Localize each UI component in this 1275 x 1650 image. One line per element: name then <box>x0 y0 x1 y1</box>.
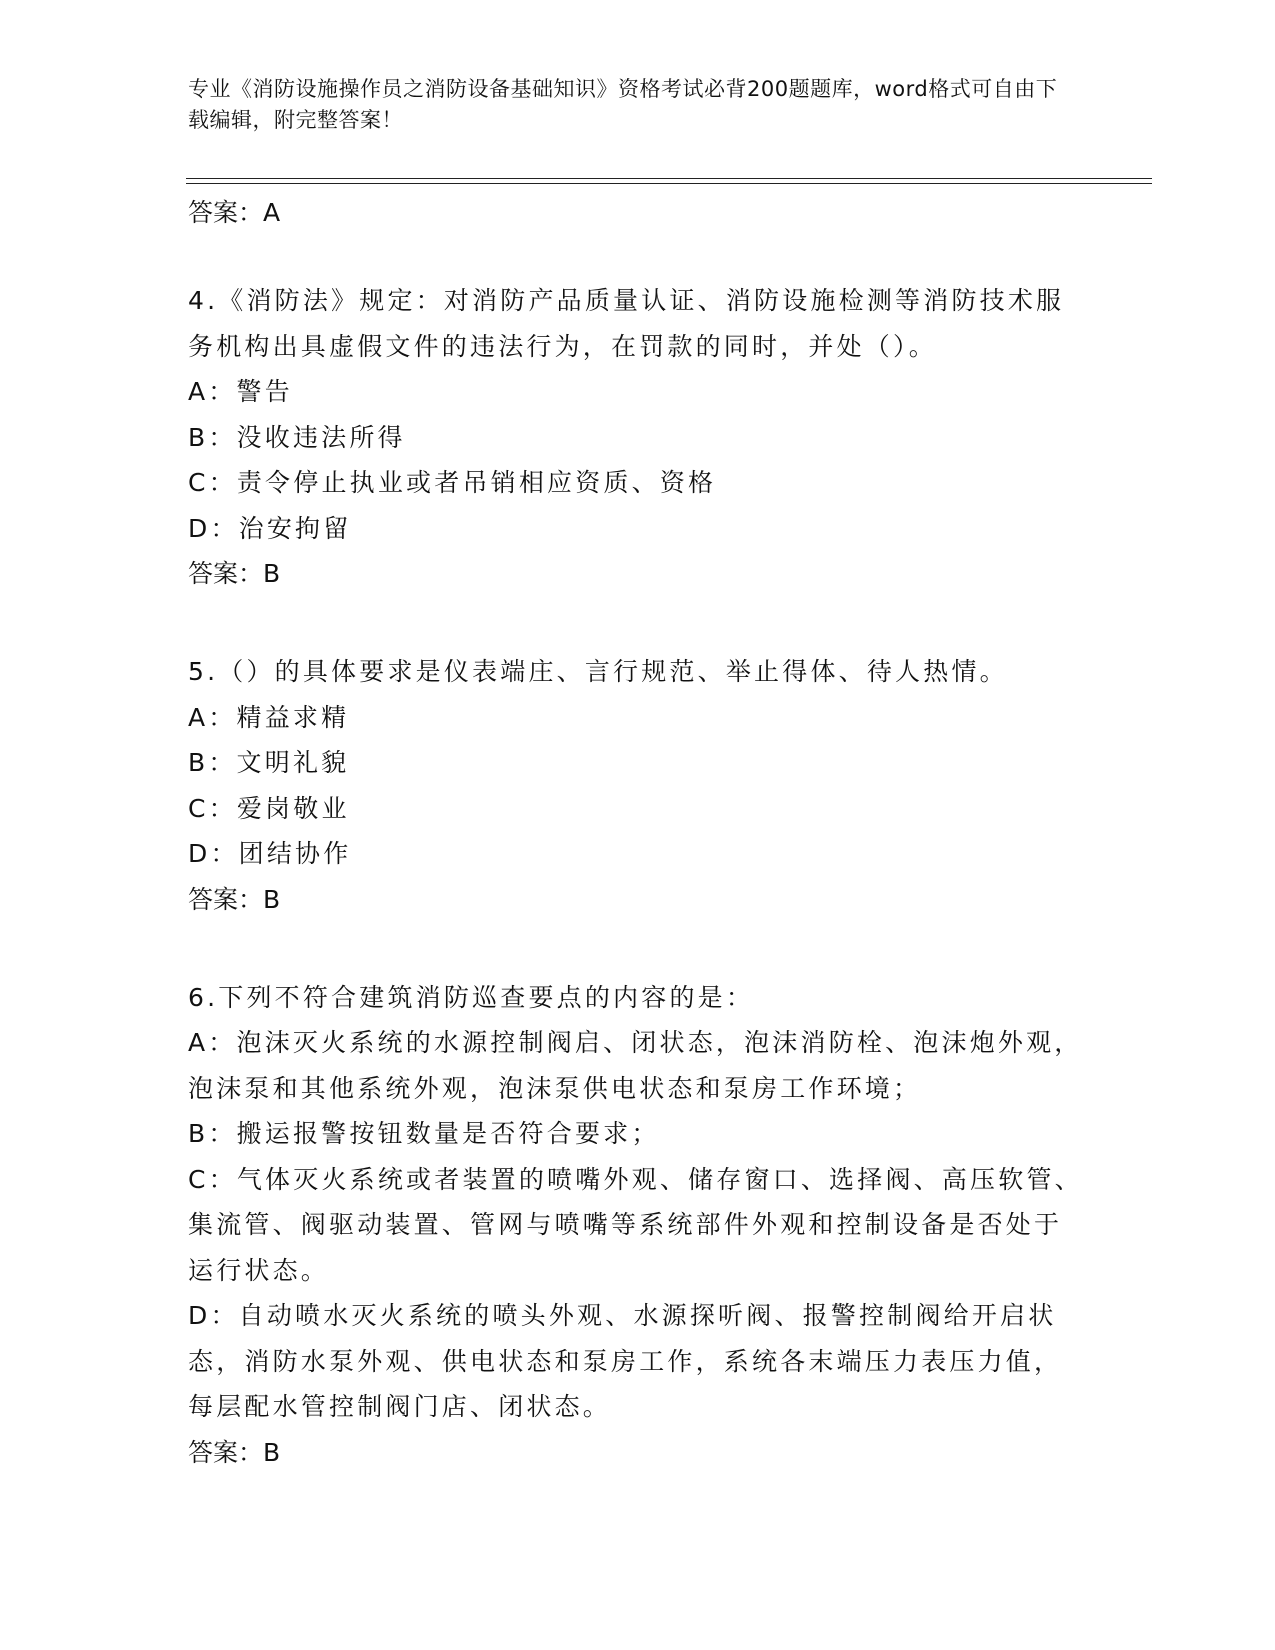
header-rule-bottom <box>186 183 1152 184</box>
option-b: B：搬运报警按钮数量是否符合要求； <box>188 1119 660 1148</box>
question-stem: 5.（）的具体要求是仪表端庄、言行规范、举止得体、待人热情。 <box>188 657 1008 686</box>
question-list <box>188 186 1088 1476</box>
answer-line <box>188 186 1088 264</box>
option-d: D：团结协作 <box>188 839 352 868</box>
answer-label: 答案： <box>188 198 264 227</box>
document-header: 专业《消防设施操作员之消防设备基础知识》资格考试必背200题题库，word格式可自由下载编辑，附完整答案！ <box>188 77 1058 132</box>
option-b: B：文明礼貌 <box>188 748 350 777</box>
option-b: B：没收违法所得 <box>188 422 406 452</box>
option-c: C：爱岗敬业 <box>188 793 350 823</box>
answer-line <box>188 877 1088 923</box>
answer-label: 答案： <box>188 884 264 914</box>
option-a: A：泡沫灭火系统的水源控制阀启、闭状态，泡沫消防栓、泡沫炮外观，泡沫泵和其他系统外观，泡沫泵供电状态和泵房工作环境； <box>188 1028 1083 1103</box>
option-a: A：精益求精 <box>188 702 350 732</box>
option-d: D：自动喷水灭火系统的喷头外观、水源探听阀、报警控制阀给开启状态，消防水泵外观、供电状态和泵房工作，系统各末端压力表压力值，每层配水管控制阀门店、闭状态。 <box>188 1301 1063 1421</box>
spacer <box>188 264 1088 278</box>
answer-value: B <box>263 1437 281 1467</box>
question-block <box>188 278 1088 597</box>
answer-value: B <box>263 884 281 914</box>
question-stem: 4.《消防法》规定：对消防产品质量认证、消防设施检测等消防技术服务机构出具虚假文件的违法行为，在罚款的同时，并处（）。 <box>188 286 1065 361</box>
spacer <box>188 923 1088 975</box>
header-rule-top <box>186 178 1152 179</box>
option-c: C：气体灭火系统或者装置的喷嘴外观、储存窗口、选择阀、高压软管、集流管、阀驱动装置、管网与喷嘴等系统部件外观和控制设备是否处于运行状态。 <box>188 1164 1083 1285</box>
answer-value: A <box>263 198 281 227</box>
option-d: D：治安拘留 <box>188 513 352 543</box>
option-c: C：责令停止执业或者吊销相应资质、资格 <box>188 468 717 497</box>
question-block <box>188 649 1088 923</box>
question-block <box>188 975 1088 1476</box>
answer-line <box>188 1430 1088 1476</box>
answer-label: 答案： <box>188 1437 264 1467</box>
question-stem: 6.下列不符合建筑消防巡查要点的内容的是： <box>188 982 755 1012</box>
option-a: A：警告 <box>188 377 293 406</box>
spacer <box>188 597 1088 649</box>
answer-line <box>188 551 1088 597</box>
answer-value: B <box>263 559 281 588</box>
answer-label: 答案： <box>188 559 264 588</box>
